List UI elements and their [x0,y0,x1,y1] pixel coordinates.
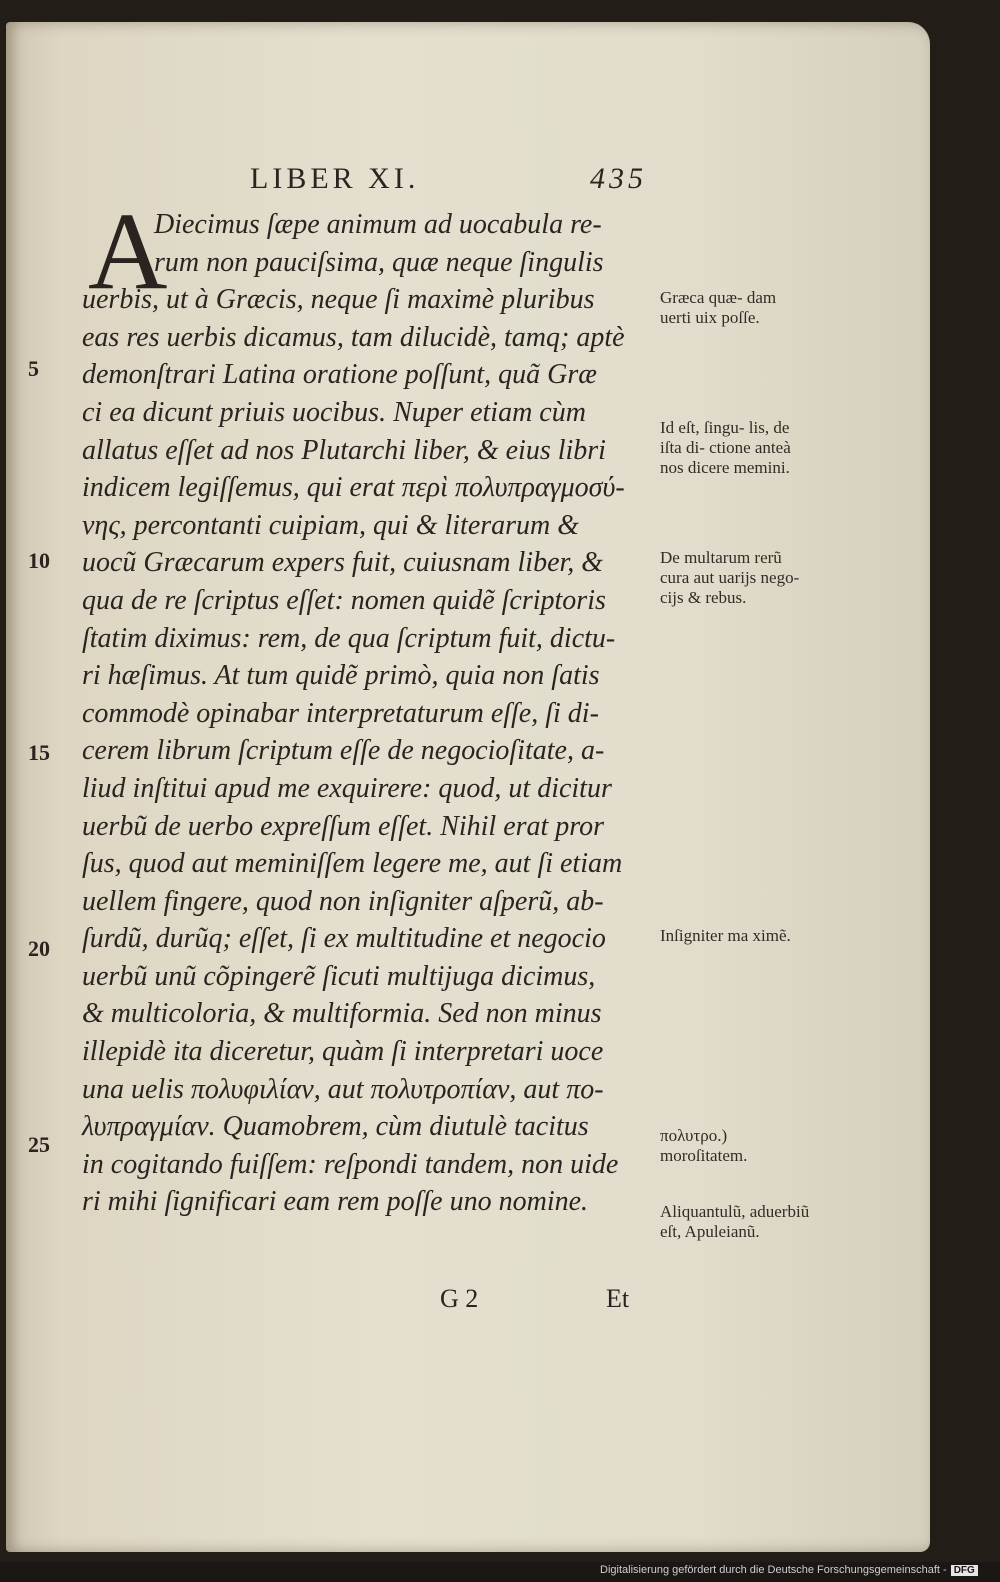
text-line: rum non pauciſsima, quæ neque ſingulis [154,246,604,278]
text-line: illepidè ita diceretur, quàm ſi interpretari uoce [82,1036,604,1068]
line-number: 20 [28,936,50,961]
text-line: ci ea dicunt priuis uocibus. Nuper etiam cùm [82,396,586,428]
text-line: ſus, quod aut meminiſſem legere me, aut ſi etiam [82,848,623,880]
text-line: λυπραγμίαν. Quamobrem, cùm diutulè tacitus [82,1111,589,1143]
line-number: 15 [28,740,50,765]
main-text-block [82,206,652,1221]
text-line: eas res uerbis dicamus, tam dilucidè, tamq; aptè [82,321,625,353]
text-line: ri mihi ſignificari eam rem poſſe uno nomine. [82,1186,589,1218]
text-line: uocũ Græcarum expers fuit, cuiusnam liber, & [82,547,604,579]
text-line: uerbũ unũ cõpingerẽ ſicuti multijuga dicimus, [82,960,596,992]
text-line: liud inſtitui apud me exquirere: quod, ut dicitur [82,772,612,804]
drop-cap-initial: A [88,190,168,312]
running-title: LIBER XI. [250,162,420,195]
text-line: in cogitando fuiſſem: reſpondi tandem, non uide [82,1148,619,1180]
text-line: Diecimus ſæpe animum ad uocabula re- [154,209,602,240]
catchword: Et [606,1284,630,1313]
line-number: 25 [28,1132,50,1157]
text-line: una uelis πολυφιλίαν, aut πολυτροπίαν, aut πο- [82,1073,604,1105]
text-line: commodè opinabar interpretaturum eſſe, ſi di- [82,697,599,729]
text-line: demonſtrari Latina oratione poſſunt, quã Græ [82,359,597,391]
dfg-logo: DFG [951,1565,978,1576]
margin-note: Græca quæ- dam uerti uix poſſe. [660,288,777,327]
margin-note: De multarum rerũ cura aut uarijs nego- cijs & rebus. [660,548,800,607]
text-line: νης, percontanti cuipiam, qui & literarum & [82,509,580,541]
text-line: ſtatim diximus: rem, de qua ſcriptum fuit, dictu- [82,622,616,654]
text-line: uerbis, ut à Græcis, neque ſi maximè pluribus [82,284,595,316]
digitization-credit [600,1564,998,1580]
signature-mark: G 2 [440,1284,479,1313]
margin-note: πολυτρο.) moroſitatem. [660,1126,748,1165]
text-line: ri hæſimus. At tum quidẽ primò, quia non ſatis [82,660,600,692]
text-line: indicem legiſſemus, qui erat περὶ πολυπραγμοσύ- [82,472,625,504]
text-line: & multicoloria, & multiformia. Sed non minus [82,998,602,1030]
text-line: cerem librum ſcriptum eſſe de negocioſitate, a- [82,735,605,767]
page-header [250,162,650,202]
line-number: 5 [28,356,39,381]
line-number: 10 [28,548,50,573]
page-number: 435 [590,162,647,195]
text-line: allatus eſſet ad nos Plutarchi liber, & eius libri [82,434,606,466]
margin-note: Id eſt, ſingu- lis, de iſta di- ctione anteà nos dicere memini. [660,418,791,477]
text-line: uerbũ de uerbo expreſſum eſſet. Nihil erat pror [82,810,605,842]
margin-note: Inſigniter ma ximẽ. [660,926,791,945]
credit-text: Digitalisierung gefördert durch die Deutsche Forschungsgemeinschaft - [600,1564,947,1576]
text-line: qua de re ſcriptus eſſet: nomen quidẽ ſcriptoris [82,584,606,616]
text-line: ſurdũ, durũq; eſſet, ſi ex multitudine et negocio [82,923,606,955]
text-line: uellem fingere, quod non inſigniter aſperũ, ab- [82,885,604,917]
margin-note: Aliquantulũ, aduerbiũ eſt, Apuleianũ. [660,1202,810,1241]
